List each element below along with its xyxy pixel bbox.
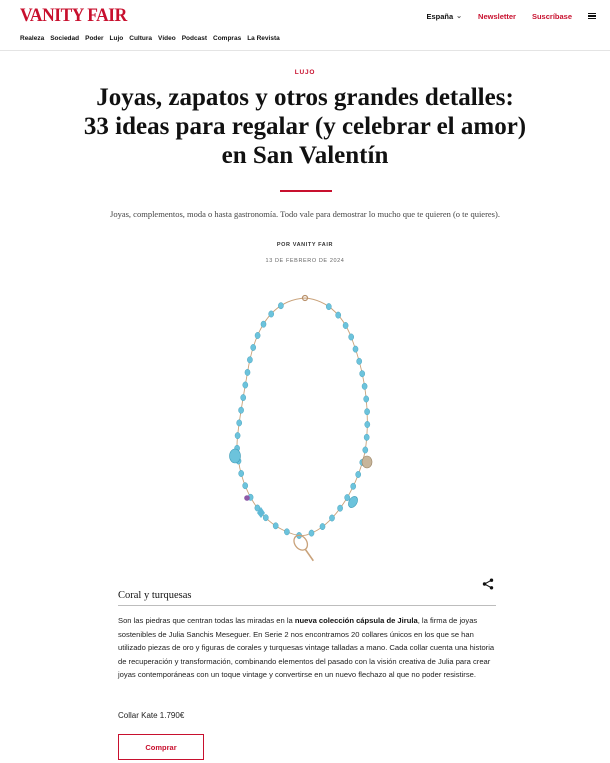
description-text-end: , la firma de joyas sostenibles de Julia Sanchis Meseguer. En Serie 2 nos encontramos 20 collares únicos en los que se han utilizado piezas de oro y figuras de corales y turquesas vintage talladas a mano. Cada collar cuenta una historia de recuperación y transformación, combinando elementos del pasado con la visión creativa de Julia para crear joyas contemporáneas con un toque vintage y convertirse en un nuevo flechazo al que no poder resistirse. — [118, 616, 495, 679]
nav-divider — [0, 50, 610, 51]
nav-item-lujo[interactable]: Lujo — [109, 35, 124, 42]
chevron-down-icon: ⌄ — [456, 13, 463, 20]
necklace-bead — [278, 303, 283, 309]
nav-item-la-revista[interactable]: La Revista — [247, 35, 280, 42]
language-label: España — [426, 11, 454, 21]
product-description — [118, 614, 496, 682]
description-text-start: Son las piedras que centran todas las miradas en la — [118, 616, 295, 625]
necklace-bead — [284, 529, 289, 535]
necklace-bead — [309, 530, 314, 536]
vanity-fair-logo[interactable]: VANITY FAIR — [20, 5, 127, 26]
necklace-bead — [362, 383, 367, 389]
necklace-bead — [360, 371, 365, 377]
necklace-bead — [363, 447, 368, 453]
necklace-bead — [247, 357, 252, 363]
necklace-bead — [263, 515, 268, 521]
necklace-bead — [345, 494, 350, 500]
necklace-bead — [351, 483, 356, 489]
section-nav — [20, 35, 280, 42]
nav-item-compras[interactable]: Compras — [213, 35, 242, 42]
product-price: Collar Kate 1.790€ — [118, 711, 185, 720]
article-headline — [60, 83, 550, 170]
necklace-bead — [338, 505, 343, 511]
necklace-bead — [255, 332, 260, 338]
necklace-bead — [357, 358, 362, 364]
buy-button[interactable]: Comprar — [118, 734, 204, 760]
collection-link[interactable]: nueva colección cápsula de Jirula — [294, 616, 418, 625]
nav-item-poder[interactable]: Poder — [85, 35, 104, 42]
nav-item-podcast[interactable]: Podcast — [181, 35, 208, 42]
necklace-bead — [336, 312, 341, 318]
necklace-bead — [329, 515, 334, 521]
nav-item-realeza[interactable]: Realeza — [20, 35, 45, 42]
hamburger-menu-icon[interactable] — [588, 13, 596, 20]
necklace-bead — [269, 311, 274, 317]
necklace-bead — [251, 344, 256, 350]
article-dek: Joyas, complementos, moda o hasta gastronomía. Todo vale para demostrar lo mucho que te quieren (o te quieres). — [110, 209, 500, 219]
product-image-necklace — [205, 284, 405, 574]
article-category[interactable]: LUJO — [294, 69, 316, 76]
product-divider — [118, 605, 496, 606]
top-actions — [426, 12, 596, 21]
headline-line-3: en San Valentín — [221, 142, 389, 169]
necklace-bead — [365, 421, 370, 427]
necklace-bead — [237, 420, 242, 426]
necklace-bead — [239, 407, 244, 413]
necklace-bead — [353, 346, 358, 352]
necklace-bead — [261, 321, 266, 327]
necklace-bead — [365, 409, 370, 415]
necklace-bead — [239, 470, 244, 476]
necklace-bead — [364, 396, 369, 402]
necklace-charms — [230, 449, 373, 564]
necklace-bead — [243, 483, 248, 489]
subscribe-link[interactable]: Suscríbase — [531, 11, 572, 21]
necklace-bead — [349, 334, 354, 340]
article-date: 13 DE FEBRERO DE 2024 — [265, 258, 345, 264]
share-icon[interactable] — [482, 578, 494, 590]
headline-line-1: Joyas, zapatos y otros grandes detalles: — [96, 84, 514, 111]
necklace-bead — [326, 303, 331, 309]
necklace-bead — [235, 432, 240, 438]
nav-item-sociedad[interactable]: Sociedad — [50, 35, 80, 42]
nav-item-cultura[interactable]: Cultura — [129, 35, 153, 42]
necklace-bead — [273, 523, 278, 529]
necklace-bead — [356, 471, 361, 477]
product-title: Coral y turquesas — [118, 590, 192, 601]
necklace-bead — [320, 523, 325, 529]
necklace-bead — [245, 369, 250, 375]
headline-line-2: 33 ideas para regalar (y celebrar el amor) — [83, 113, 527, 140]
nav-item-video[interactable]: Vídeo — [158, 35, 176, 42]
top-bar — [0, 0, 610, 32]
headline-accent-rule — [280, 190, 332, 192]
language-selector[interactable] — [426, 12, 462, 21]
article-byline[interactable]: POR VANITY FAIR — [276, 242, 334, 248]
necklace-bead — [364, 434, 369, 440]
necklace-bead — [241, 394, 246, 400]
necklace-bead — [343, 322, 348, 328]
newsletter-link[interactable]: Newsletter — [478, 11, 516, 21]
necklace-bead — [243, 382, 248, 388]
